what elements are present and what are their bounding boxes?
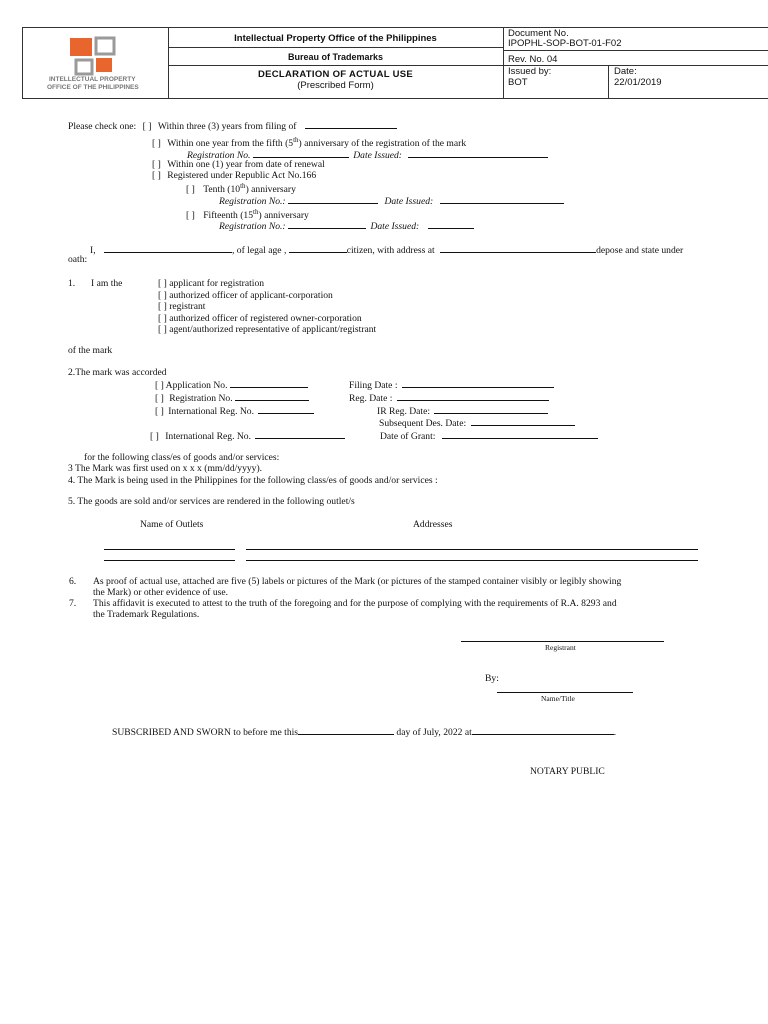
bureau-name: Bureau of Trademarks (287, 52, 384, 62)
item3-text: 3 The Mark was first used on x x x (mm/dd/yyyy). (68, 463, 263, 474)
checkbox[interactable]: [ ] (155, 380, 164, 391)
logo-caption-line2: OFFICE OF THE PHILIPPINES (47, 84, 139, 91)
fifth-sup: th (293, 136, 299, 144)
date-issued-blank[interactable] (408, 148, 548, 158)
by-label: By: (485, 673, 499, 684)
tenth-registration-row (219, 194, 564, 207)
fifteenth-pre: Fifteenth (15 (203, 210, 254, 222)
checkbox[interactable]: [ ] (186, 210, 195, 222)
sworn-day-blank[interactable] (298, 725, 394, 735)
date-issued-label: Date Issued: (384, 196, 434, 207)
check-one-row (68, 119, 397, 132)
date-issued-label: Date Issued: (353, 150, 403, 161)
ipophl-logo-icon (68, 34, 120, 78)
option-label: authorized officer of applicant-corporation (169, 289, 333, 301)
date-of-grant-blank[interactable] (442, 429, 598, 439)
item5-text: 5. The goods are sold and/or services are rendered in the following outlet/s (68, 496, 355, 507)
item1-options (158, 278, 376, 336)
notary-public-label: NOTARY PUBLIC (530, 766, 605, 777)
item6-number: 6. (69, 576, 77, 587)
citizen-label: citizen, with address at (346, 245, 435, 256)
item6-line1: As proof of actual use, attached are five (5) labels or pictures of the Mark (or pictures of the stamped container visibly or legibly showing (93, 576, 622, 587)
reg-date-blank[interactable] (397, 391, 549, 401)
date-of-grant-label: Date of Grant: (380, 431, 436, 442)
tenth-sup: th (240, 182, 246, 190)
sworn-pre: SUBSCRIBED AND SWORN to before me this (112, 727, 299, 738)
form-title: DECLARATION OF ACTUAL USE (257, 69, 414, 80)
checkbox[interactable]: [ ] (152, 170, 161, 181)
subsequent-date-label: Subsequent Des. Date: (379, 418, 467, 429)
item1-option (158, 278, 376, 290)
date-label: Date: (614, 66, 637, 77)
checkbox[interactable]: [ ] (158, 289, 167, 301)
tenth-pre: Tenth (10 (203, 184, 241, 196)
fifteenth-sup: th (253, 208, 259, 216)
intl-reg-no-row-2 (150, 429, 345, 442)
doc-no-label: Document No. (508, 28, 569, 39)
application-no-row (155, 378, 308, 391)
application-no-blank[interactable] (230, 378, 308, 388)
subsequent-date-blank[interactable] (471, 416, 575, 426)
option-label: applicant for registration (169, 278, 265, 289)
reg-date-label: Reg. Date : (349, 393, 393, 404)
checkbox[interactable]: [ ] (158, 312, 167, 324)
following-classes: for the following class/es of goods and/or services: (84, 452, 280, 463)
name-title-label: Name/Title (541, 694, 575, 703)
registration-no-label: Registration No. (169, 393, 233, 404)
date-issued-label: Date Issued: (370, 221, 420, 232)
registration-no-blank[interactable] (235, 391, 309, 401)
outlet-address-blank[interactable] (246, 560, 698, 561)
oath-label: oath: (68, 254, 88, 265)
outlet-name-blank[interactable] (104, 560, 235, 561)
registration-no-label: Registration No.: (219, 196, 286, 207)
item7-line1: This affidavit is executed to attest to the truth of the foregoing and for the purpose of complying with the requirements of R.A. 8293 and (93, 598, 617, 609)
option-label: authorized officer of registered owner-corporation (169, 312, 362, 324)
intl-reg-no-row (155, 404, 314, 417)
registration-no-row (155, 391, 309, 404)
fifth-pre: Within one year from the fifth (5 (167, 138, 294, 150)
item1-lead: I am the (91, 278, 123, 289)
registration-no-label: Registration No. (187, 150, 251, 161)
item4-text: 4. The Mark is being used in the Philippines for the following class/es of goods and/or services : (68, 475, 438, 486)
fifth-post: ) anniversary of the registration of the mark (298, 138, 467, 150)
depose-label: depose and state under (596, 245, 684, 256)
option-within-three-years: Within three (3) years from filing of (157, 121, 297, 132)
intl-reg-no-blank[interactable] (258, 404, 314, 414)
citizenship-blank[interactable] (289, 243, 347, 253)
item1-option (158, 313, 376, 325)
registration-no-blank[interactable] (253, 148, 349, 158)
fifteenth-post: ) anniversary (258, 210, 309, 222)
of-the-mark: of the mark (68, 345, 113, 356)
name-blank[interactable] (104, 243, 232, 253)
date-issued-blank[interactable] (428, 219, 474, 229)
registration-no-label: Registration No.: (219, 221, 286, 232)
checkbox[interactable]: [ ] (142, 121, 152, 132)
name-title-signature-line[interactable] (497, 692, 633, 693)
tenth-post: ) anniversary (245, 184, 296, 196)
date-of-grant-row (380, 429, 598, 442)
date-issued-blank[interactable] (440, 194, 564, 204)
intl-reg-no-label: International Reg. No. (168, 406, 254, 417)
sworn-mid: day of July, 2022 at (396, 727, 472, 738)
outlet-name-blank[interactable] (104, 549, 235, 550)
legal-age-label: , of legal age , (232, 245, 287, 256)
option-ra166-row (152, 170, 316, 181)
sworn-row (112, 725, 616, 738)
item1-option (158, 324, 376, 336)
option-label: registrant (169, 301, 206, 313)
option-ra166: Registered under Republic Act No.166 (167, 170, 317, 181)
checkbox[interactable]: [ ] (158, 324, 167, 336)
fifteenth-registration-row (219, 219, 474, 232)
checkbox[interactable]: [ ] (152, 138, 161, 150)
ir-reg-date-label: IR Reg. Date: (377, 406, 431, 417)
ir-reg-date-blank[interactable] (434, 404, 548, 414)
outlets-column-header: Name of Outlets (140, 519, 204, 530)
filing-date-blank[interactable] (402, 378, 554, 388)
depose-row (90, 243, 683, 256)
sworn-end: . (613, 727, 617, 738)
checkbox[interactable]: [ ] (155, 406, 164, 417)
logo-caption-line1: INTELLECTUAL PROPERTY (49, 76, 136, 83)
checkbox[interactable]: [ ] (152, 159, 161, 170)
filing-blank[interactable] (305, 119, 397, 129)
i-label: I, (90, 245, 96, 256)
registrant-label: Registrant (545, 643, 576, 652)
option-label: agent/authorized representative of applicant/registrant (169, 324, 377, 336)
item7-number: 7. (69, 598, 77, 609)
address-blank[interactable] (440, 243, 596, 253)
checkbox[interactable]: [ ] (155, 393, 164, 404)
filing-date-row (349, 378, 554, 391)
option-renewal: Within one (1) year from date of renewal (167, 159, 325, 170)
date-value: 22/01/2019 (614, 77, 662, 88)
doc-no: IPOPHL-SOP-BOT-01-F02 (508, 38, 622, 49)
option-renewal-row (152, 159, 325, 170)
reg-date-row (349, 391, 549, 404)
sworn-place-blank[interactable] (472, 725, 614, 735)
item1-option (158, 301, 376, 313)
document-header (22, 27, 768, 99)
registration-no-blank[interactable] (288, 194, 378, 204)
checkbox[interactable]: [ ] (158, 278, 167, 289)
item7-line2: the Trademark Regulations. (93, 609, 200, 620)
check-prompt: Please check one: (68, 121, 137, 132)
intl-reg-no-blank[interactable] (255, 429, 345, 439)
checkbox[interactable]: [ ] (186, 184, 195, 196)
issued-by-label: Issued by: (508, 66, 552, 77)
form-subtitle: (Prescribed Form) (297, 80, 374, 91)
addresses-column-header: Addresses (413, 519, 453, 530)
registration-no-blank[interactable] (288, 219, 366, 229)
item6-line2: the Mark) or other evidence of use. (93, 587, 229, 598)
outlet-address-blank[interactable] (246, 549, 698, 550)
filing-date-label: Filing Date : (349, 380, 398, 391)
issued-by: BOT (508, 77, 528, 88)
item1-number: 1. (68, 278, 76, 289)
registrant-signature-line[interactable] (461, 641, 664, 642)
office-name: Intellectual Property Office of the Philippines (234, 33, 437, 44)
rev-no: Rev. No. 04 (508, 54, 558, 65)
item2-lead: 2.The mark was accorded (68, 367, 167, 378)
application-no-label: Application No. (165, 380, 228, 391)
intl-reg-no-label: International Reg. No. (165, 431, 251, 442)
subsequent-date-row (379, 416, 575, 429)
checkbox[interactable]: [ ] (158, 301, 167, 313)
item1-option (158, 290, 376, 302)
checkbox[interactable]: [ ] (150, 431, 159, 442)
